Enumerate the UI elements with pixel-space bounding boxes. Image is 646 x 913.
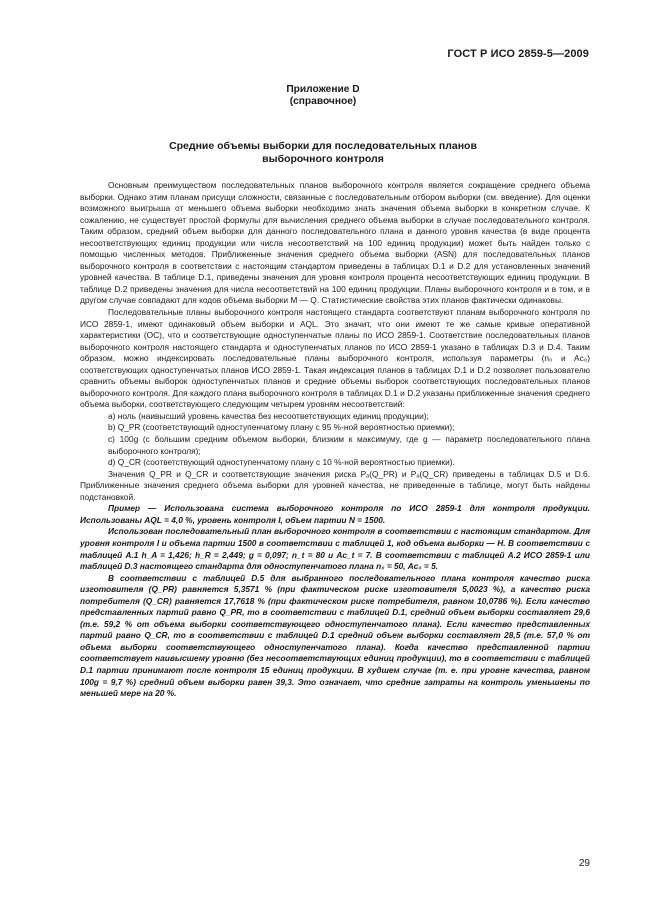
- list-item-a: a) ноль (наивысший уровень качества без несоответствующих единиц продукции);: [108, 410, 429, 421]
- list-item-d: d) Q_CR (соответствующий одноступенчатому плану с 10 %-ной вероятностью приемки).: [108, 457, 455, 468]
- standard-designation: ГОСТ Р ИСО 2859-5—2009: [447, 48, 589, 60]
- example-heading: Пример — Использована система выборочного контроля по ИСО 2859-1 для контроля продукции. Использованы AQL = 4,0 %, уровень контроля I, объем партии N = 1500.: [80, 503, 590, 525]
- paragraph-values: Значения Q_PR и Q_CR и соответствующие значения риска Pₐ(Q_PR) и Pₐ(Q_CR) приведены в таблицах D.5 и D.6. Приближенные значения среднего объема выборки для уровней качества, не приведенные в таблице, могут быть найдены подстановкой.: [80, 468, 590, 502]
- example-body-2: В соответствии с таблицей D.5 для выбранного последовательного плана контроля качество риска изготовителя (Q_PR) равняется 5,3571 % (при фактическом риске изготовителя 5,0023 %), а качество риска потребителя (Q_CR) равняется 17,7618 % (при фактическом риске потребителя, равном 10,0786 %). Если качество представленных партий равно Q_PR, то в соответствии с таблицей D.1, средний объем выборки составляет 29,6 (т.е. 59,2 % от объема выборки соответствующего одноступенчатого плана). Если качество представленных партий равно Q_CR, то в соответствии с таблицей D.1 средний объем выборки составляет 28,5 (т.е. 57,0 % от объема выборки соответствующего одноступенчатого плана). Когда качество представленной партии соответствует наивысшему уровню (без несоответствующих единиц продукции), то в соответствии с таблицей D.1 партии принимают после контроля 15 единиц продукции. В худшем случае (т. е. при уровне качества, равном 100g = 9,7 %) средний объем выборки равен 39,3. Это означает, что средние затраты на контроль уменьшены по меньшей мере на 20 %.: [80, 572, 590, 699]
- page-number: 29: [578, 858, 590, 869]
- example-body-1: Использован последовательный план выборочного контроля в соответствии с настоящим стандартом. Для уровня контроля I и объема партии 1500 в соответствии с таблицей 1, код объема выборки — H. В соответствии с таблицей А.1 h_A = 1,426; h_R = 2,449; g = 0,097; n_t = 80 и Ac_t = 7. В соответствии с таблицей А.2 ИСО 2859-1 или таблицей D.3 настоящего стандарта для одноступенчатого плана n₀ = 50, Ac₀ = 5.: [80, 526, 590, 572]
- section-title: [0, 140, 646, 166]
- section-title-line-1: Средние объемы выборки для последовательных планов: [169, 140, 477, 152]
- annex-type: (справочное): [289, 96, 357, 107]
- body-text: [80, 180, 590, 700]
- section-title-line-2: выборочного контроля: [262, 153, 384, 165]
- paragraph-intro: Основным преимуществом последовательных планов выборочного контроля является сокращение среднего объема выборки. Однако этим планам присущи сложности, связанные с последовательным отбором выборки (см. введение). Для оценки возможного выигрыша от меньшего объема выборки необходимо знать значения объема выборки в конкретном случае. К сожалению, не существует простой формулы для вычисления среднего объема выборки в случае последовательного контроля. Таким образом, средний объем выборки для данного последовательного плана и данного уровня качества (в виде процента несоответствующих единиц продукции или числа несоответствий на 100 единиц продукции) может быть найден только с помощью численных методов. Приближенные значения среднего объема выборки (ASN) для последовательных планов выборочного контроля в соответствии с настоящим стандартом приведены в таблицах D.1 и D.2 для установленных значений уровней качества. В таблице D.1, приведены значения для уровня контроля процента несоответствующих единиц продукции. В таблице D.2 приведены значения для числа несоответствий на 100 единиц продукции. Планы выборочного контроля и в том, и в другом случае совпадают для кодов объема выборки М — Q. Статистические свойства этих планов фактически одинаковы.: [80, 180, 590, 306]
- list-item-c: c) 100g (с большим средним объемом выборки, близким к максимуму, где g — параметр последовательного плана выборочного контроля);: [108, 434, 590, 456]
- annex-label: Приложение D: [286, 84, 360, 95]
- list-item-b: b) Q_PR (соответствующий одноступенчатому плану с 95 %-ной вероятностью приемки);: [108, 422, 455, 433]
- paragraph-plans: Последовательные планы выборочного контроля настоящего стандарта соответствуют планам выборочного контроля по ИСО 2859-1, имеют одинаковый объем выборки и AQL. Это значит, что они имеют те же самые кривые оперативной характеристики (ОС), что и соответствующие одноступенчатые планы по ИСО 2859-1. Соответствие последовательных планов выборочного контроля настоящего стандарта и одноступенчатых планов по ИСО 2859-1 указано в таблицах D.3 и D.4. Таким образом, можно индексировать последовательные планы выборочного контроля, используя параметры (n₀ и Ac₀) соответствующих одноступенчатых планов ИСО 2859-1. Такая индексация планов в таблицах D.1 и D.2 позволяет пользователю сравнить объемы выборок одноступенчатых планов и средние объемы выборок соответствующих последовательных планов выборочного контроля. Для каждого плана выборочного контроля в таблицах D.1 и D.2 указаны приближенные значения среднего объема выборки, соответствующего следующим четырем уровням несоответствий:: [80, 307, 590, 410]
- annex-heading: [0, 84, 646, 108]
